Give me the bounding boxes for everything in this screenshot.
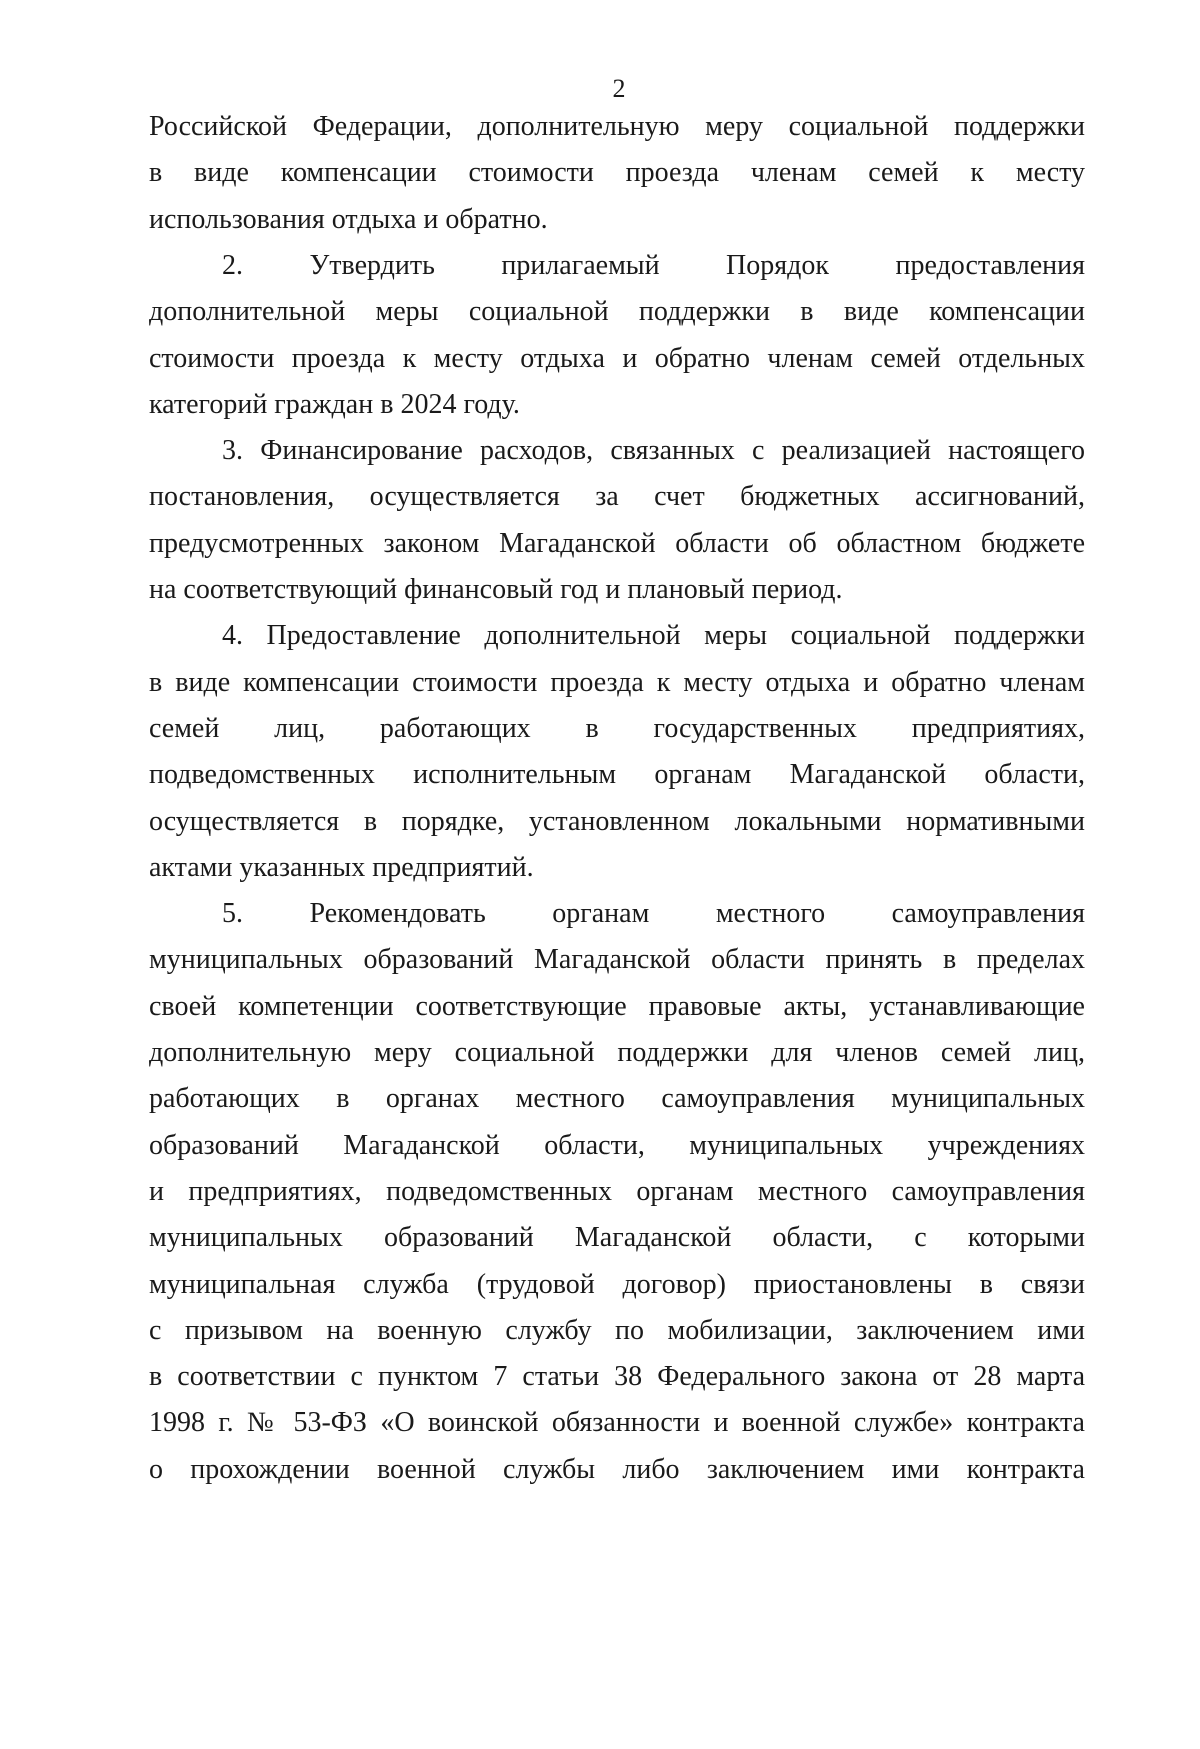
text-line: муниципальных образований Магаданской области, с которыми	[149, 1222, 1085, 1254]
text-line: дополнительной меры социальной поддержки в виде компенсации	[149, 296, 1085, 328]
text-line: дополнительную меру социальной поддержки для членов семей лиц,	[149, 1037, 1085, 1068]
text-line: на соответствующий финансовый год и плановый период.	[149, 574, 843, 605]
text-line: 4. Предоставление дополнительной меры социальной поддержки	[222, 620, 1085, 652]
text-line: в виде компенсации стоимости проезда к месту отдыха и обратно членам	[149, 666, 1085, 698]
text-line: о прохождении военной службы либо заключением ими контракта	[149, 1453, 1085, 1485]
text-line: образований Магаданской области, муниципальных учреждениях	[149, 1129, 1085, 1161]
text-line: стоимости проезда к месту отдыха и обратно членам семей отдельных	[149, 342, 1085, 374]
text-line: предусмотренных законом Магаданской области об областном бюджете	[149, 527, 1085, 559]
text-line: категорий граждан в 2024 году.	[149, 388, 520, 420]
text-line: 5. Рекомендовать органам местного самоуправления	[222, 898, 1085, 930]
text-line: муниципальная служба (трудовой договор) приостановлены в связи	[149, 1268, 1085, 1300]
page-number: 2	[612, 74, 626, 103]
text-line: 1998 г. № 53-ФЗ «О воинской обязанности и военной службе» контракта	[149, 1407, 1085, 1439]
text-line: работающих в органах местного самоуправления муниципальных	[149, 1083, 1085, 1115]
text-line: в соответствии с пунктом 7 статьи 38 Федерального закона от 28 марта	[149, 1361, 1085, 1393]
text-line: муниципальных образований Магаданской области принять в пределах	[149, 944, 1085, 976]
text-line: семей лиц, работающих в государственных предприятиях,	[149, 712, 1085, 744]
text-line: 2. Утвердить прилагаемый Порядок предоставления	[222, 249, 1085, 281]
text-line: и предприятиях, подведомственных органам местного самоуправления	[149, 1175, 1085, 1207]
text-line: использования отдыха и обратно.	[149, 203, 548, 235]
text-line: подведомственных исполнительным органам Магаданской области,	[149, 759, 1085, 791]
text-line: актами указанных предприятий.	[149, 851, 534, 883]
text-line: своей компетенции соответствующие правовые акты, устанавливающие	[149, 990, 1085, 1022]
text-line: осуществляется в порядке, установленном локальными нормативными	[149, 805, 1085, 837]
text-line: с призывом на военную службу по мобилизации, заключением ими	[149, 1314, 1085, 1346]
text-line: постановления, осуществляется за счет бюджетных ассигнований,	[149, 481, 1085, 513]
text-line: в виде компенсации стоимости проезда членам семей к месту	[149, 157, 1085, 189]
text-line: Российской Федерации, дополнительную меру социальной поддержки	[149, 111, 1085, 142]
text-line: 3. Финансирование расходов, связанных с реализацией настоящего	[222, 435, 1085, 467]
